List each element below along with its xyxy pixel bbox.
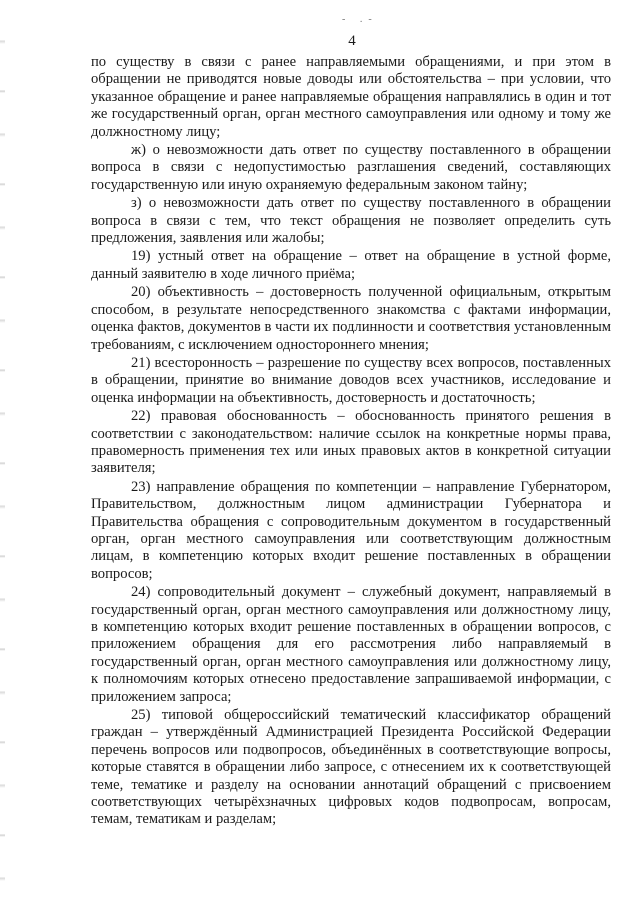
paragraph-item-zh: ж) о невозможности дать ответ по существу поставленного в обращении вопроса в связи с недопустимостью разглашения сведений, составляющих государственную или иную охраняемую федеральным законом тайну;	[91, 142, 611, 193]
paragraph-item-20: 20) объективность – достоверность полученной официальным, открытым способом, в результате непосредственного знакомства с фактами информации, оценка фактов, документов в части их подлинности и соответствия установленным требованиям, с исключением одностороннего мнения;	[91, 284, 611, 353]
paragraph-item-22: 22) правовая обоснованность – обоснованность принятого решения в соответствии с законодательством: наличие ссылок на конкретные нормы права, правомерность применения тех или иных правовых актов в конкретной ситуации заявителя;	[91, 408, 611, 477]
paragraph-item-23: 23) направление обращения по компетенции – направление Губернатором, Правительством, должностным лицом администрации Губернатора и Правительства обращения с сопроводительным документом в государственный орган, орган местного самоуправления или соответствующим должностным лицам, в компетенцию которых входит решение поставленных в обращении вопросов;	[91, 478, 611, 582]
scan-left-edge	[0, 0, 5, 905]
paragraph-item-24: 24) сопроводительный документ – служебный документ, направляемый в государственный орган, орган местного самоуправления или должностному лицу, в компетенцию которых входит решение поставленных в обращении вопросов, с приложением обращения для его рассмотрения либо направляемый в государственный орган, орган местного самоуправления или должностному лицу, к полномочиям которых отнесено предоставление запрашиваемой информации, с приложением запроса;	[91, 584, 611, 705]
paragraph-item-25: 25) типовой общероссийский тематический классификатор обращений граждан – утверждённый Администрацией Президента Российской Федерации перечень вопросов или подвопросов, объединённых в соответствующие вопросы, которые ставятся в обращении либо запросе, с отнесением их к соответствующей теме, тематике и разделу на основании аннотаций обращений с присвоением соответствующих четырёхзначных цифровых кодов подвопросам, вопросам, темам, тематикам и разделам;	[91, 707, 611, 828]
paragraph-item-21: 21) всесторонность – разрешение по существу всех вопросов, поставленных в обращении, принятие во внимание доводов всех участников, исследование и оценка информации на объективность, достоверность и достаточность;	[91, 354, 611, 406]
paragraph-item-z: з) о невозможности дать ответ по существу поставленного в обращении вопроса в связи с тем, что текст обращения не позволяет определить суть предложения, заявления или жалобы;	[91, 195, 611, 247]
paragraph-item-19: 19) устный ответ на обращение – ответ на обращение в устной форме, данный заявителю в ходе личного приёма;	[91, 248, 611, 282]
page-number: 4	[348, 33, 356, 49]
scan-marks: - .-	[342, 14, 378, 25]
document-body	[91, 54, 611, 829]
paragraph-continuation: по существу в связи с ранее направляемыми обращениями, и при этом в обращении не приводятся новые доводы или обстоятельства – при условии, что указанное обращение и ранее направляемые обращения направлялись в один и тот же государственный орган, орган местного самоуправления или одному и тому же должностному лицу;	[91, 54, 611, 140]
